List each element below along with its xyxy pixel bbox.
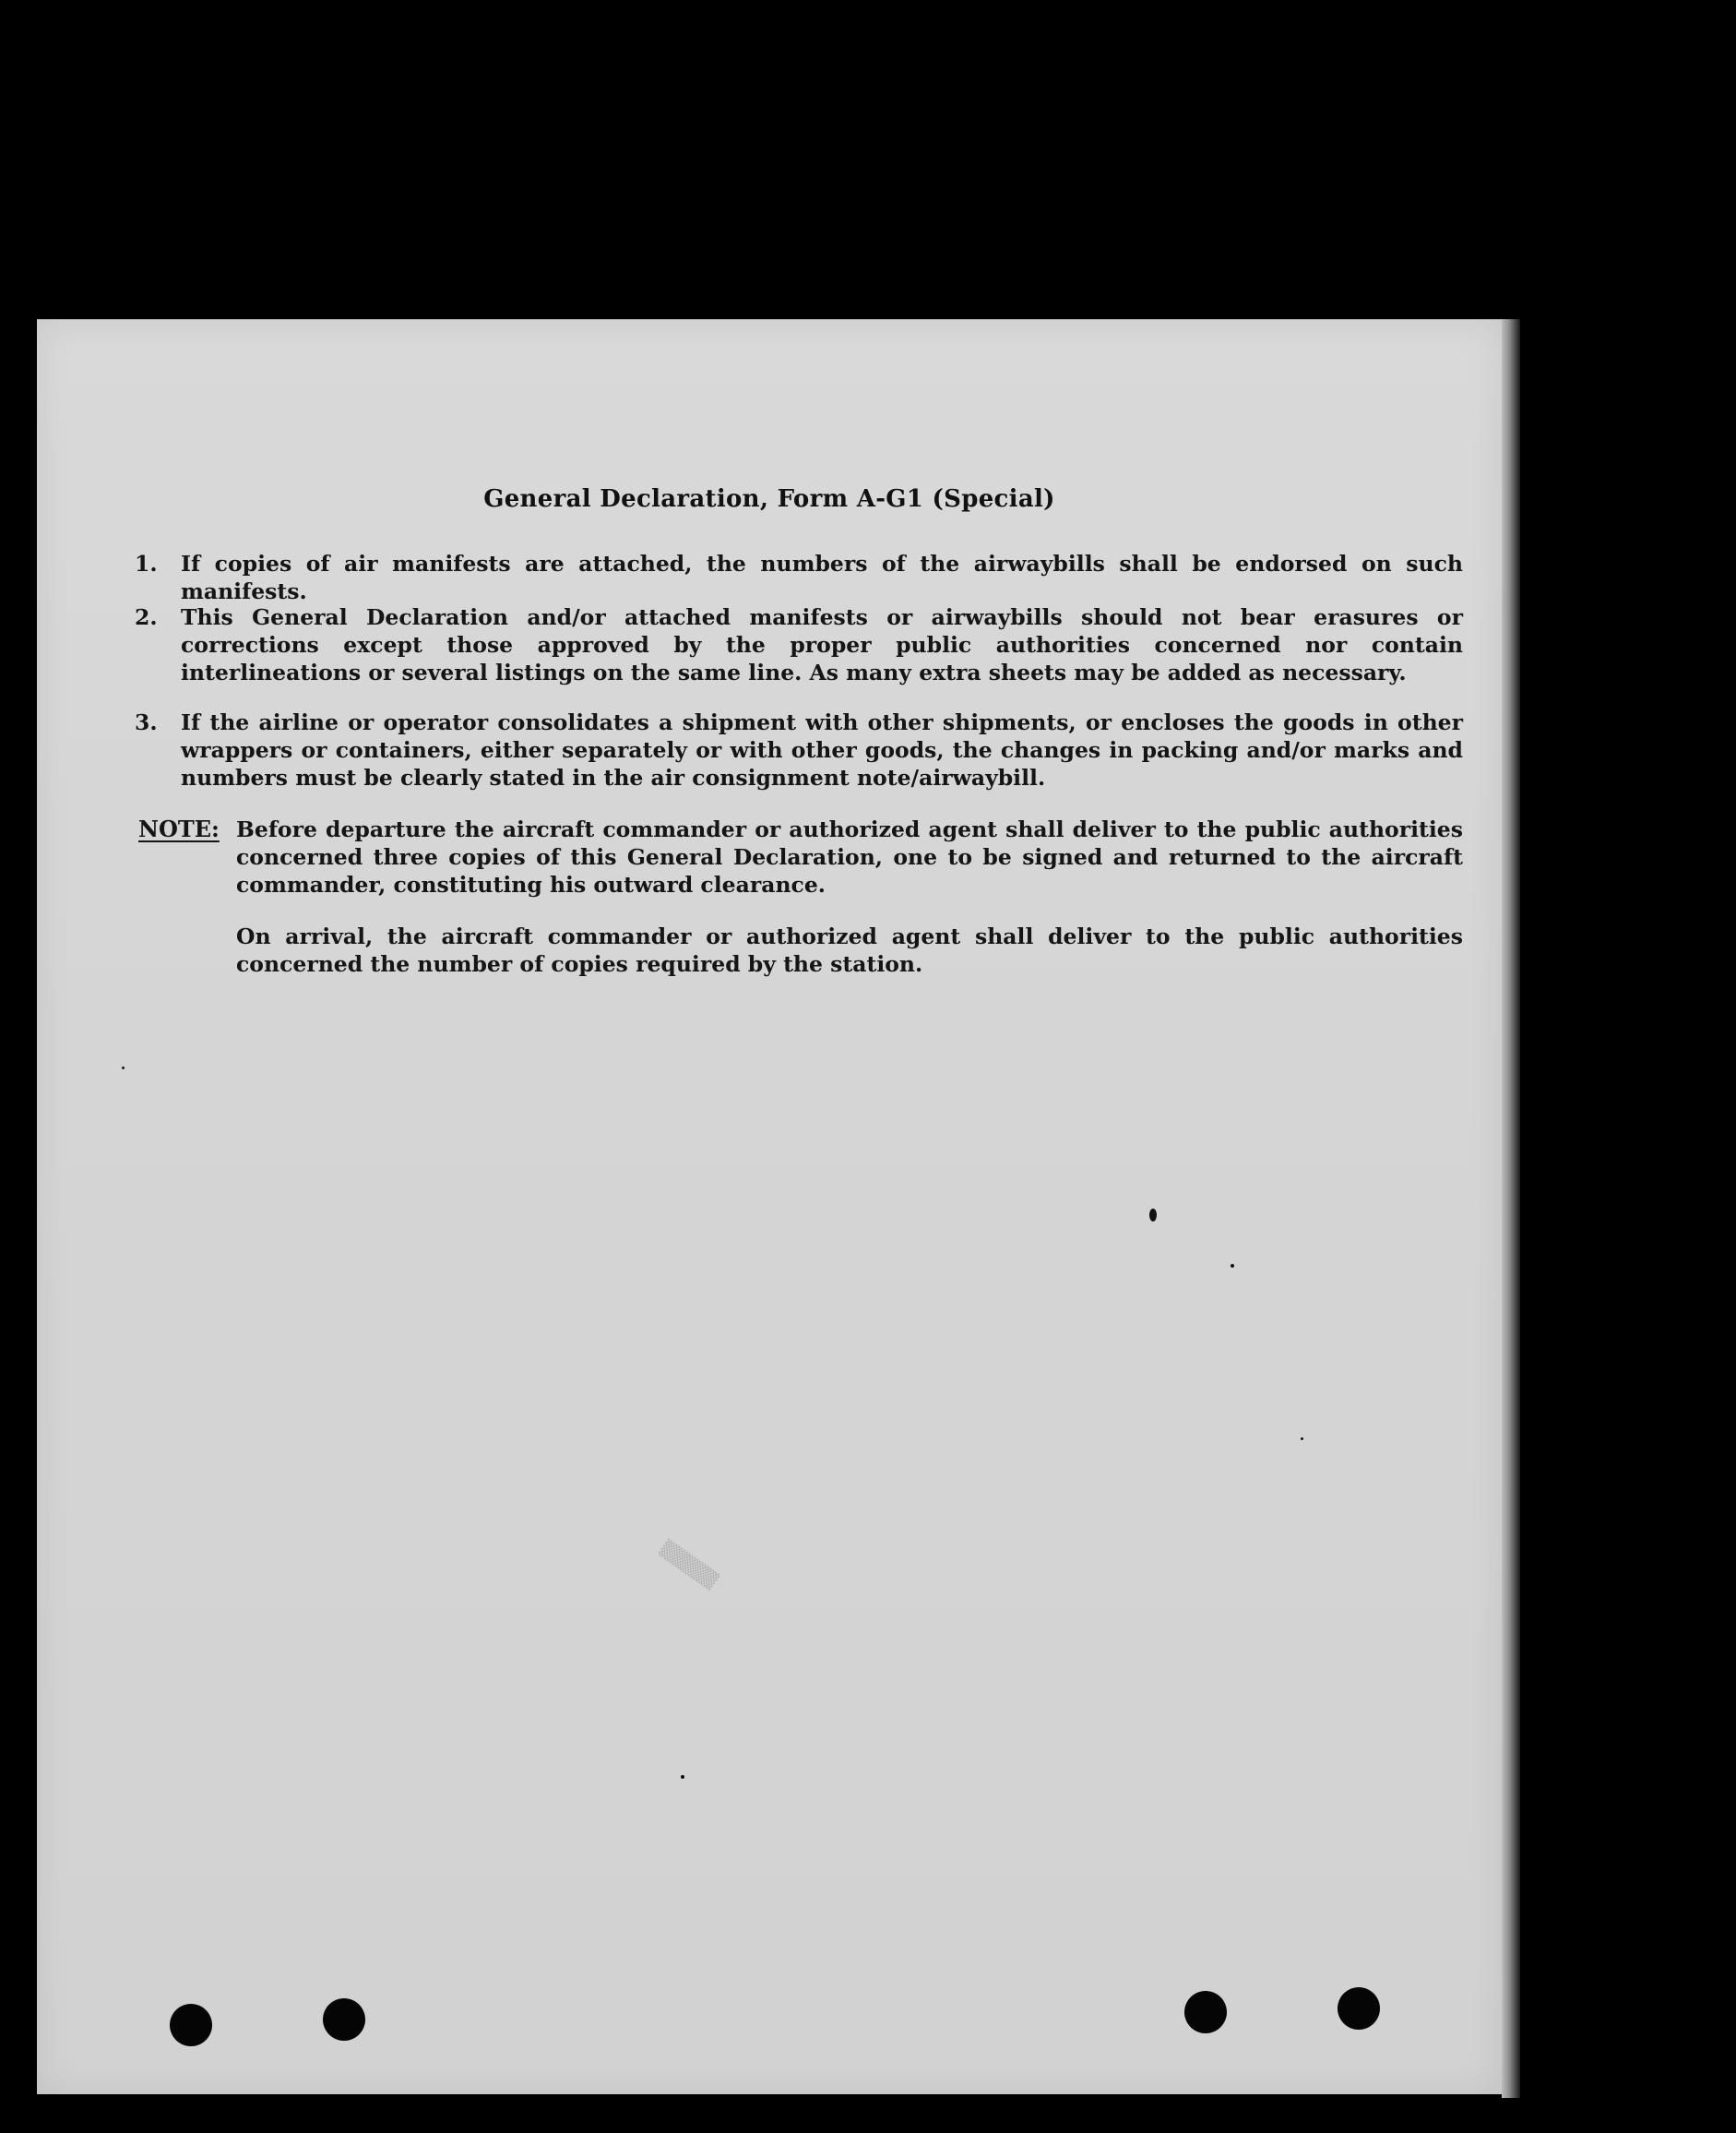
list-item-1 bbox=[135, 550, 1463, 605]
scanned-page bbox=[37, 319, 1502, 2094]
punch-hole bbox=[323, 1998, 365, 2041]
punch-hole bbox=[1184, 1991, 1227, 2033]
note-paragraph-2: On arrival, the aircraft commander or authorized agent shall deliver to the public authorities concerned the number of copies required by the station. bbox=[236, 924, 1463, 977]
scan-speck bbox=[122, 1066, 125, 1069]
item-number: 3. bbox=[135, 709, 158, 735]
faded-stamp-mark: ▒▒▒▒▒ bbox=[657, 1539, 720, 1591]
scan-speck bbox=[1301, 1437, 1303, 1440]
page-edge-shadow bbox=[1502, 319, 1520, 2098]
item-number: 2. bbox=[135, 604, 158, 630]
item-text: This General Declaration and/or attached manifests or airwaybills should not bear erasures or corrections except those approved by the proper public authorities concerned nor contain interlineations or several listings on the same line. As many extra sheets may be added as necessary. bbox=[181, 604, 1463, 685]
punch-hole bbox=[1338, 1987, 1380, 2030]
note-label: NOTE: bbox=[138, 816, 220, 842]
scan-speck bbox=[1149, 1209, 1157, 1221]
item-number: 1. bbox=[135, 551, 158, 577]
item-text: If the airline or operator consolidates a shipment with other shipments, or encloses the goods in other wrappers or containers, either separately or with other goods, the changes in packing and/or marks and numbers must be clearly stated in the air consignment note/airwaybill. bbox=[181, 709, 1463, 791]
scan-speck bbox=[681, 1775, 684, 1779]
item-text: If copies of air manifests are attached, the numbers of the airwaybills shall be endorsed on such manifests. bbox=[181, 551, 1463, 604]
list-item-3 bbox=[135, 709, 1463, 792]
note-paragraph-1: Before departure the aircraft commander or authorized agent shall deliver to the public authorities concerned three copies of this General Declaration, one to be signed and returned to the aircraft commander, constituting his outward clearance. bbox=[236, 816, 1463, 898]
note-section bbox=[138, 816, 1463, 1002]
scan-speck bbox=[1231, 1264, 1234, 1268]
list-item-2 bbox=[135, 603, 1463, 686]
note-body bbox=[236, 816, 1463, 978]
document-title: General Declaration, Form A-G1 (Special) bbox=[483, 485, 1055, 513]
punch-hole bbox=[170, 2004, 212, 2046]
